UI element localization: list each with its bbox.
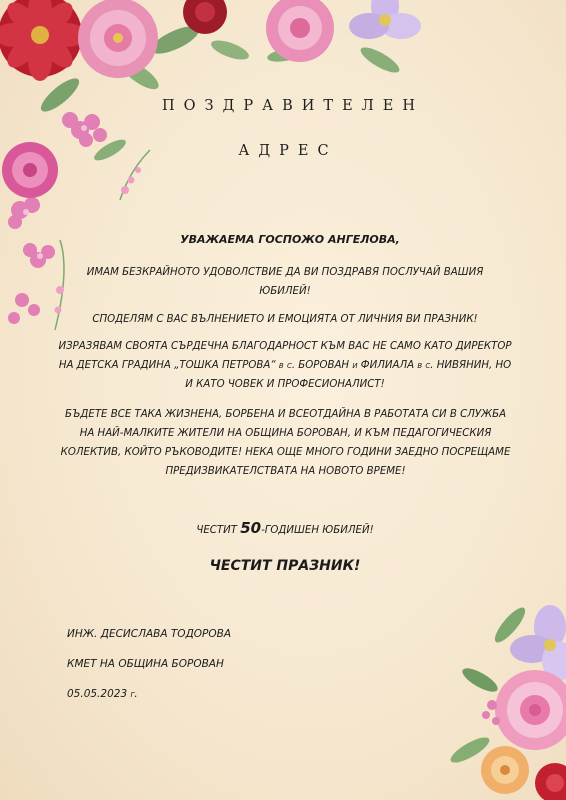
document-date: 05.05.2023 г. <box>67 688 138 700</box>
paragraph-3: ИЗРАЗЯВАМ СВОЯТА СЪРДЕЧНА БЛАГОДАРНОСТ КЪМ ВАС НЕ САМО КАТО ДИРЕКТОР НА ДЕТСКА ГРАДИНА „ТОШКА ПЕТРОВА“ в с. БОРОВАН и ФИЛИАЛА в с. НИВЯНИН, НО И КАТО ЧОВЕК И ПРОФЕСИОНАЛИСТ! <box>58 341 512 390</box>
signatory-name: ИНЖ. ДЕСИСЛАВА ТОДОРОВА <box>67 628 232 640</box>
jubilee-number: 50 <box>240 519 262 537</box>
paragraph-1: ИМАМ БЕЗКРАЙНОТО УДОВОЛСТВИЕ ДА ВИ ПОЗДРАВЯ ПОСЛУЧАЙ ВАШИЯ ЮБИЛЕЙ! <box>86 267 484 297</box>
jubilee-suffix: -ГОДИШЕН ЮБИЛЕЙ! <box>261 525 374 536</box>
paragraph-4: БЪДЕТЕ ВСЕ ТАКА ЖИЗНЕНА, БОРБЕНА И ВСЕОТДАЙНА В РАБОТАТА СИ В СЛУЖБА НА НАЙ-МАЛКИТЕ ЖИТЕЛИ НА ОБЩИНА БОРОВАН, И КЪМ ПЕДАГОГИЧЕСКИЯ КОЛЕКТИВ, КОЙТО РЪКОВОДИТЕ! НЕКА ОЩЕ МНОГО ГОДИНИ ЗАЕДНО ПОСРЕЩАМЕ ПРЕДИЗВИКАТЕЛСТВАТА НА НОВОТО ВРЕМЕ! <box>60 409 511 477</box>
paragraph-2: СПОДЕЛЯМ С ВАС ВЪЛНЕНИЕТО И ЕМОЦИЯТА ОТ ЛИЧНИЯ ВИ ПРАЗНИК! <box>92 314 478 325</box>
document-title-line-2: АДРЕС <box>238 143 338 159</box>
jubilee-prefix: ЧЕСТИТ <box>196 525 241 536</box>
floral-decoration-bottom-right-icon <box>440 585 566 800</box>
closing-wish: ЧЕСТИТ ПРАЗНИК! <box>209 558 361 574</box>
salutation: УВАЖАЕМА ГОСПОЖО АНГЕЛОВА, <box>180 233 400 246</box>
document-title-line-1: ПОЗДРАВИТЕЛЕН <box>162 98 424 114</box>
jubilee-line <box>60 519 510 540</box>
signatory-position: КМЕТ НА ОБЩИНА БОРОВАН <box>67 658 224 670</box>
